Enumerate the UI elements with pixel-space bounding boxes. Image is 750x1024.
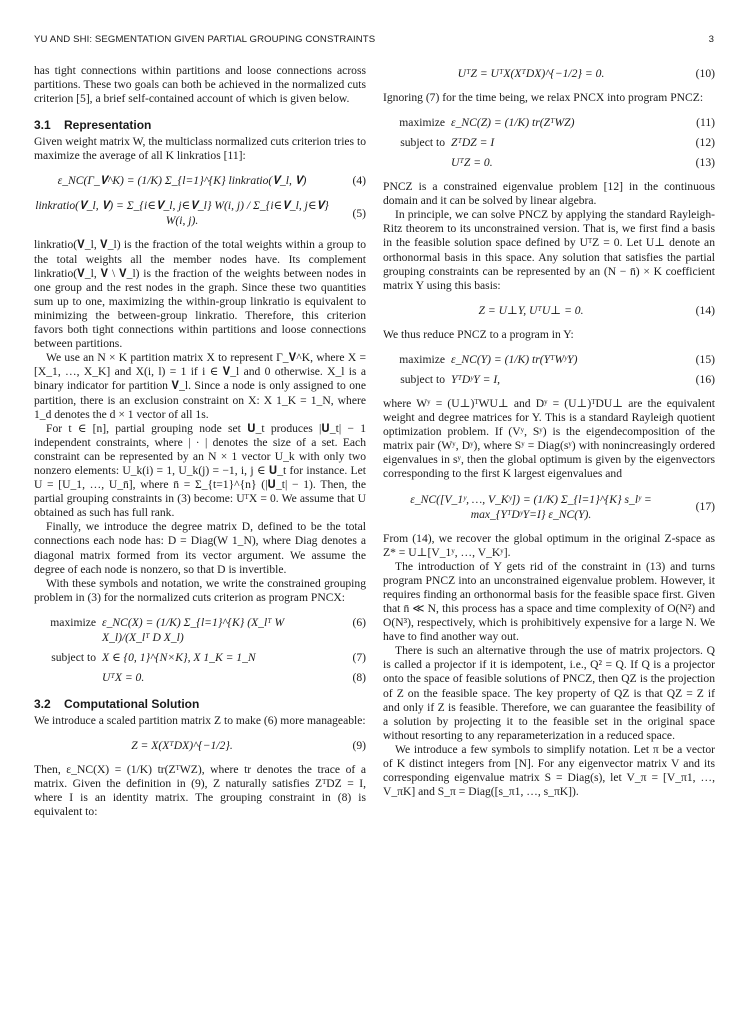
program-label: maximize — [399, 352, 445, 366]
running-title: YU AND SHI: SEGMENTATION GIVEN PARTIAL GROUPING CONSTRAINTS — [34, 34, 376, 45]
paragraph-then: Then, ε_NC(X) = (1/K) tr(ZᵀWZ), where tr denotes the trace of a matrix. Given the definition in (9), Z naturally satisfies ZᵀDZ = I, where I is an identity matrix. The grouping constraint in (8) is equivalent to: — [34, 763, 366, 819]
paragraph-intro: has tight connections within partitions and loose connections across partitions. These two goals can both be achieved in the normalized cuts criterion [5], a brief self-contained account of which is given below. — [34, 64, 366, 106]
paragraph-constraints: For t ∈ [n], partial grouping node set 𝐔_t produces |𝐔_t| − 1 independent constraints, where | · | denotes the size of a set. Each constraint can be represented by an N × 1 vector U_k with only two nonzero elements: U_k(i) = 1, U_k(j) = −1, i, j ∈ 𝐔_t for instance. Let U = [U_1, …, U_n̄], where n̄ = Σ_{t=1}^{n} (|𝐔_t| − 1). Then, the partial grouping constraints in (3) become: UᵀX = 0. We assume that U obtained as such has full rank. — [34, 421, 366, 520]
equation-number: (13) — [695, 156, 715, 170]
paragraph-linkratio: linkratio(𝐕_l, 𝐕_l) is the fraction of the total weights within a group to the total weights all the member nodes have. Its complement linkratio(𝐕_l, 𝐕 \ 𝐕_l) is the fraction of the weights between nodes in one group and the rest nodes in the graph. Since these two quantities sum up to one, maximizing the within-group linkratio is equivalent to minimizing the between-group linkratio. Therefore, this criterion favors both tight connections within partitions and loose connections between partitions. — [34, 238, 366, 351]
paragraph-pncx-intro: With these symbols and notation, we write the constrained grouping problem in (3) for the normalized cuts criterion as program PNCX: — [34, 576, 366, 604]
equation-10 — [383, 66, 715, 81]
paragraph-reduce: We thus reduce PNCZ to a program in Y: — [383, 327, 574, 341]
program-label: subject to — [400, 136, 445, 150]
section-title: Computational Solution — [64, 696, 200, 711]
program-expression: ε_NC(X) = (1/K) Σ_{l=1}^{K} (X_lᵀ W X_l)/(X_lᵀ D X_l) — [102, 615, 285, 644]
right-column — [383, 56, 715, 799]
equation-17 — [383, 492, 715, 522]
program-expression: ε_NC(Z) = (1/K) tr(ZᵀWZ) — [451, 116, 575, 130]
equation-5 — [34, 198, 366, 228]
section-number: 3.2 — [34, 696, 51, 711]
program-expression: X ∈ {0, 1}^{N×K}, X 1_K = 1_N — [102, 650, 256, 664]
program-label: subject to — [51, 650, 96, 664]
equation-9 — [34, 738, 366, 753]
paragraph-introduction: The introduction of Y gets rid of the constraint in (13) and turns program PNCZ into an unconstrained eigenvalue problem. However, it requires finding an orthonormal basis for the feasible space first. Given that n̄ ≪ N, this process has a space and time complexity of O(N²) and O(N³), respectively, which is prohibitively expensive for a large N. We have to find another way out. — [383, 559, 715, 644]
equation-number: (10) — [695, 67, 715, 80]
equation-4 — [34, 173, 366, 188]
equation-number: (14) — [695, 303, 715, 317]
left-column — [34, 64, 366, 819]
paragraph-degree-matrix: Finally, we introduce the degree matrix D, defined to be the total connections each node has: D = Diag(W 1_N), where Diag denotes a diagonal matrix formed from its vector argument. We assume the degree of each node is nonzero, so that D is invertible. — [34, 520, 366, 576]
program-y — [383, 352, 715, 387]
paragraph-principle: In principle, we can solve PNCZ by applying the standard Rayleigh-Ritz theorem to its unconstrained version. That is, we first find a basis in the feasible solution space defined by UᵀZ = 0. Let U⊥ denote an orthonormal basis in this space. Any solution that satisfies the partial grouping constraints can be represented by an (N − n̄) × K coefficient matrix Y using this basis: — [383, 208, 715, 292]
program-label: maximize — [399, 116, 445, 130]
section-title: Representation — [64, 118, 152, 133]
program-pncx — [34, 615, 366, 685]
equation-number: (9) — [352, 739, 366, 752]
equation-number: (7) — [352, 650, 366, 664]
equation-body: ε_NC(Γ_𝐕^K) = (1/K) Σ_{l=1}^{K} linkratio(𝐕_l, 𝐕) — [57, 174, 307, 188]
equation-body: linkratio(𝐕_l, 𝐕) = Σ_{i∈𝐕_l, j∈𝐕_l} W(i, j) / Σ_{i∈𝐕_l, j∈𝐕} W(i, j). — [35, 199, 329, 228]
program-label — [383, 155, 445, 170]
section-heading-3-1 — [34, 118, 366, 133]
equation-number: (17) — [695, 500, 715, 513]
equation-body: Z = U⊥Y, UᵀU⊥ = 0. — [478, 303, 584, 317]
equation-number: (15) — [695, 352, 715, 366]
equation-14 — [383, 303, 715, 318]
program-expression: YᵀDʸY = I, — [451, 372, 501, 386]
paragraph-pncz: PNCZ is a constrained eigenvalue problem [12] in the continuous domain and it can be solved by linear algebra. — [383, 180, 715, 208]
equation-body: Z = X(XᵀDX)^{−1/2}. — [131, 739, 233, 752]
program-expression: ε_NC(Y) = (1/K) tr(YᵀWʸY) — [451, 352, 578, 366]
paragraph-from: From (14), we recover the global optimum in the original Z-space as Z* = U⊥[V_1ʸ, …, V_Kʸ]. — [383, 531, 715, 559]
program-label: maximize — [50, 615, 96, 629]
equation-number: (6) — [352, 615, 366, 629]
equation-number: (4) — [352, 174, 366, 188]
equation-number: (12) — [695, 136, 715, 150]
section-number: 3.1 — [34, 118, 51, 133]
paragraph-scaled: We introduce a scaled partition matrix Z to make (6) more manageable: — [34, 713, 366, 727]
program-pncz — [383, 115, 715, 170]
program-label — [34, 670, 96, 685]
equation-body: ε_NC([V_1ʸ, …, V_Kʸ]) = (1/K) Σ_{l=1}^{K} s_lʸ = max_{YᵀDʸY=I} ε_NC(Y). — [410, 492, 652, 521]
program-expression: ZᵀDZ = I — [451, 136, 495, 150]
paragraph-symbols: We introduce a few symbols to simplify notation. Let π be a vector of K distinct integers from [N]. For any eigenvector matrix V and its corresponding eigenvalue matrix S = Diag(s), let V_π = [V_π1, …, V_πK] and S_π = Diag([s_π1, …, s_πK]). — [383, 742, 715, 799]
page-number: 3 — [708, 34, 714, 45]
program-label: subject to — [400, 372, 445, 386]
equation-number: (11) — [696, 116, 715, 130]
section-heading-3-2 — [34, 697, 366, 712]
paragraph-partition-matrix: We use an N × K partition matrix X to represent Γ_𝐕^K, where X = [X_1, …, X_K] and X(i, l) = 1 if i ∈ 𝐕_l and 0 otherwise. X_l is a binary indicator for partition 𝐕_l. Since a node is only assigned to one partition, there is an exclusion constraint on X: X 1_K = 1_N, where 1_d denotes the d × 1 vector of all 1s. — [34, 351, 366, 421]
program-expression: UᵀZ = 0. — [451, 156, 493, 170]
paragraph-where: where Wʸ = (U⊥)ᵀWU⊥ and Dʸ = (U⊥)ᵀDU⊥ are the equivalent weight and degree matrices for Y. This is a standard Rayleigh quotient optimization problem. If (Vʸ, Sʸ) is the eigendecomposition of the matrix pair (Wʸ, Dʸ), where Sʸ = Diag(sʸ) with nonincreasingly ordered eigenvalues in sʸ, then the global optimum is given by the eigenvectors corresponding to the first K largest eigenvalues and — [383, 396, 715, 481]
paragraph-given: Given weight matrix W, the multiclass normalized cuts criterion tries to maximize the average of all K linkratios [11]: — [34, 135, 366, 163]
equation-number: (16) — [695, 372, 715, 386]
equation-number: (5) — [352, 206, 366, 220]
paragraph-projector: There is such an alternative through the use of matrix projectors. Q is called a projector if it is idempotent, i.e., Q² = Q. If Q is a projector onto the space of feasible solutions of PNCZ, then QZ is the projection of Z on the feasible space. The key property of QZ is that QZ = Z if and only if Z is feasible. Therefore, we can guarantee the feasibility of a solution by projecting it to the feasible set in the original space without resorting to any reparameterization in a reduced space. — [383, 644, 715, 742]
program-expression: UᵀX = 0. — [102, 670, 145, 684]
paragraph-ignoring: Ignoring (7) for the time being, we relax PNCX into program PNCZ: — [383, 91, 704, 104]
equation-body: UᵀZ = UᵀX(XᵀDX)^{−1/2} = 0. — [457, 67, 605, 80]
equation-number: (8) — [352, 670, 366, 684]
